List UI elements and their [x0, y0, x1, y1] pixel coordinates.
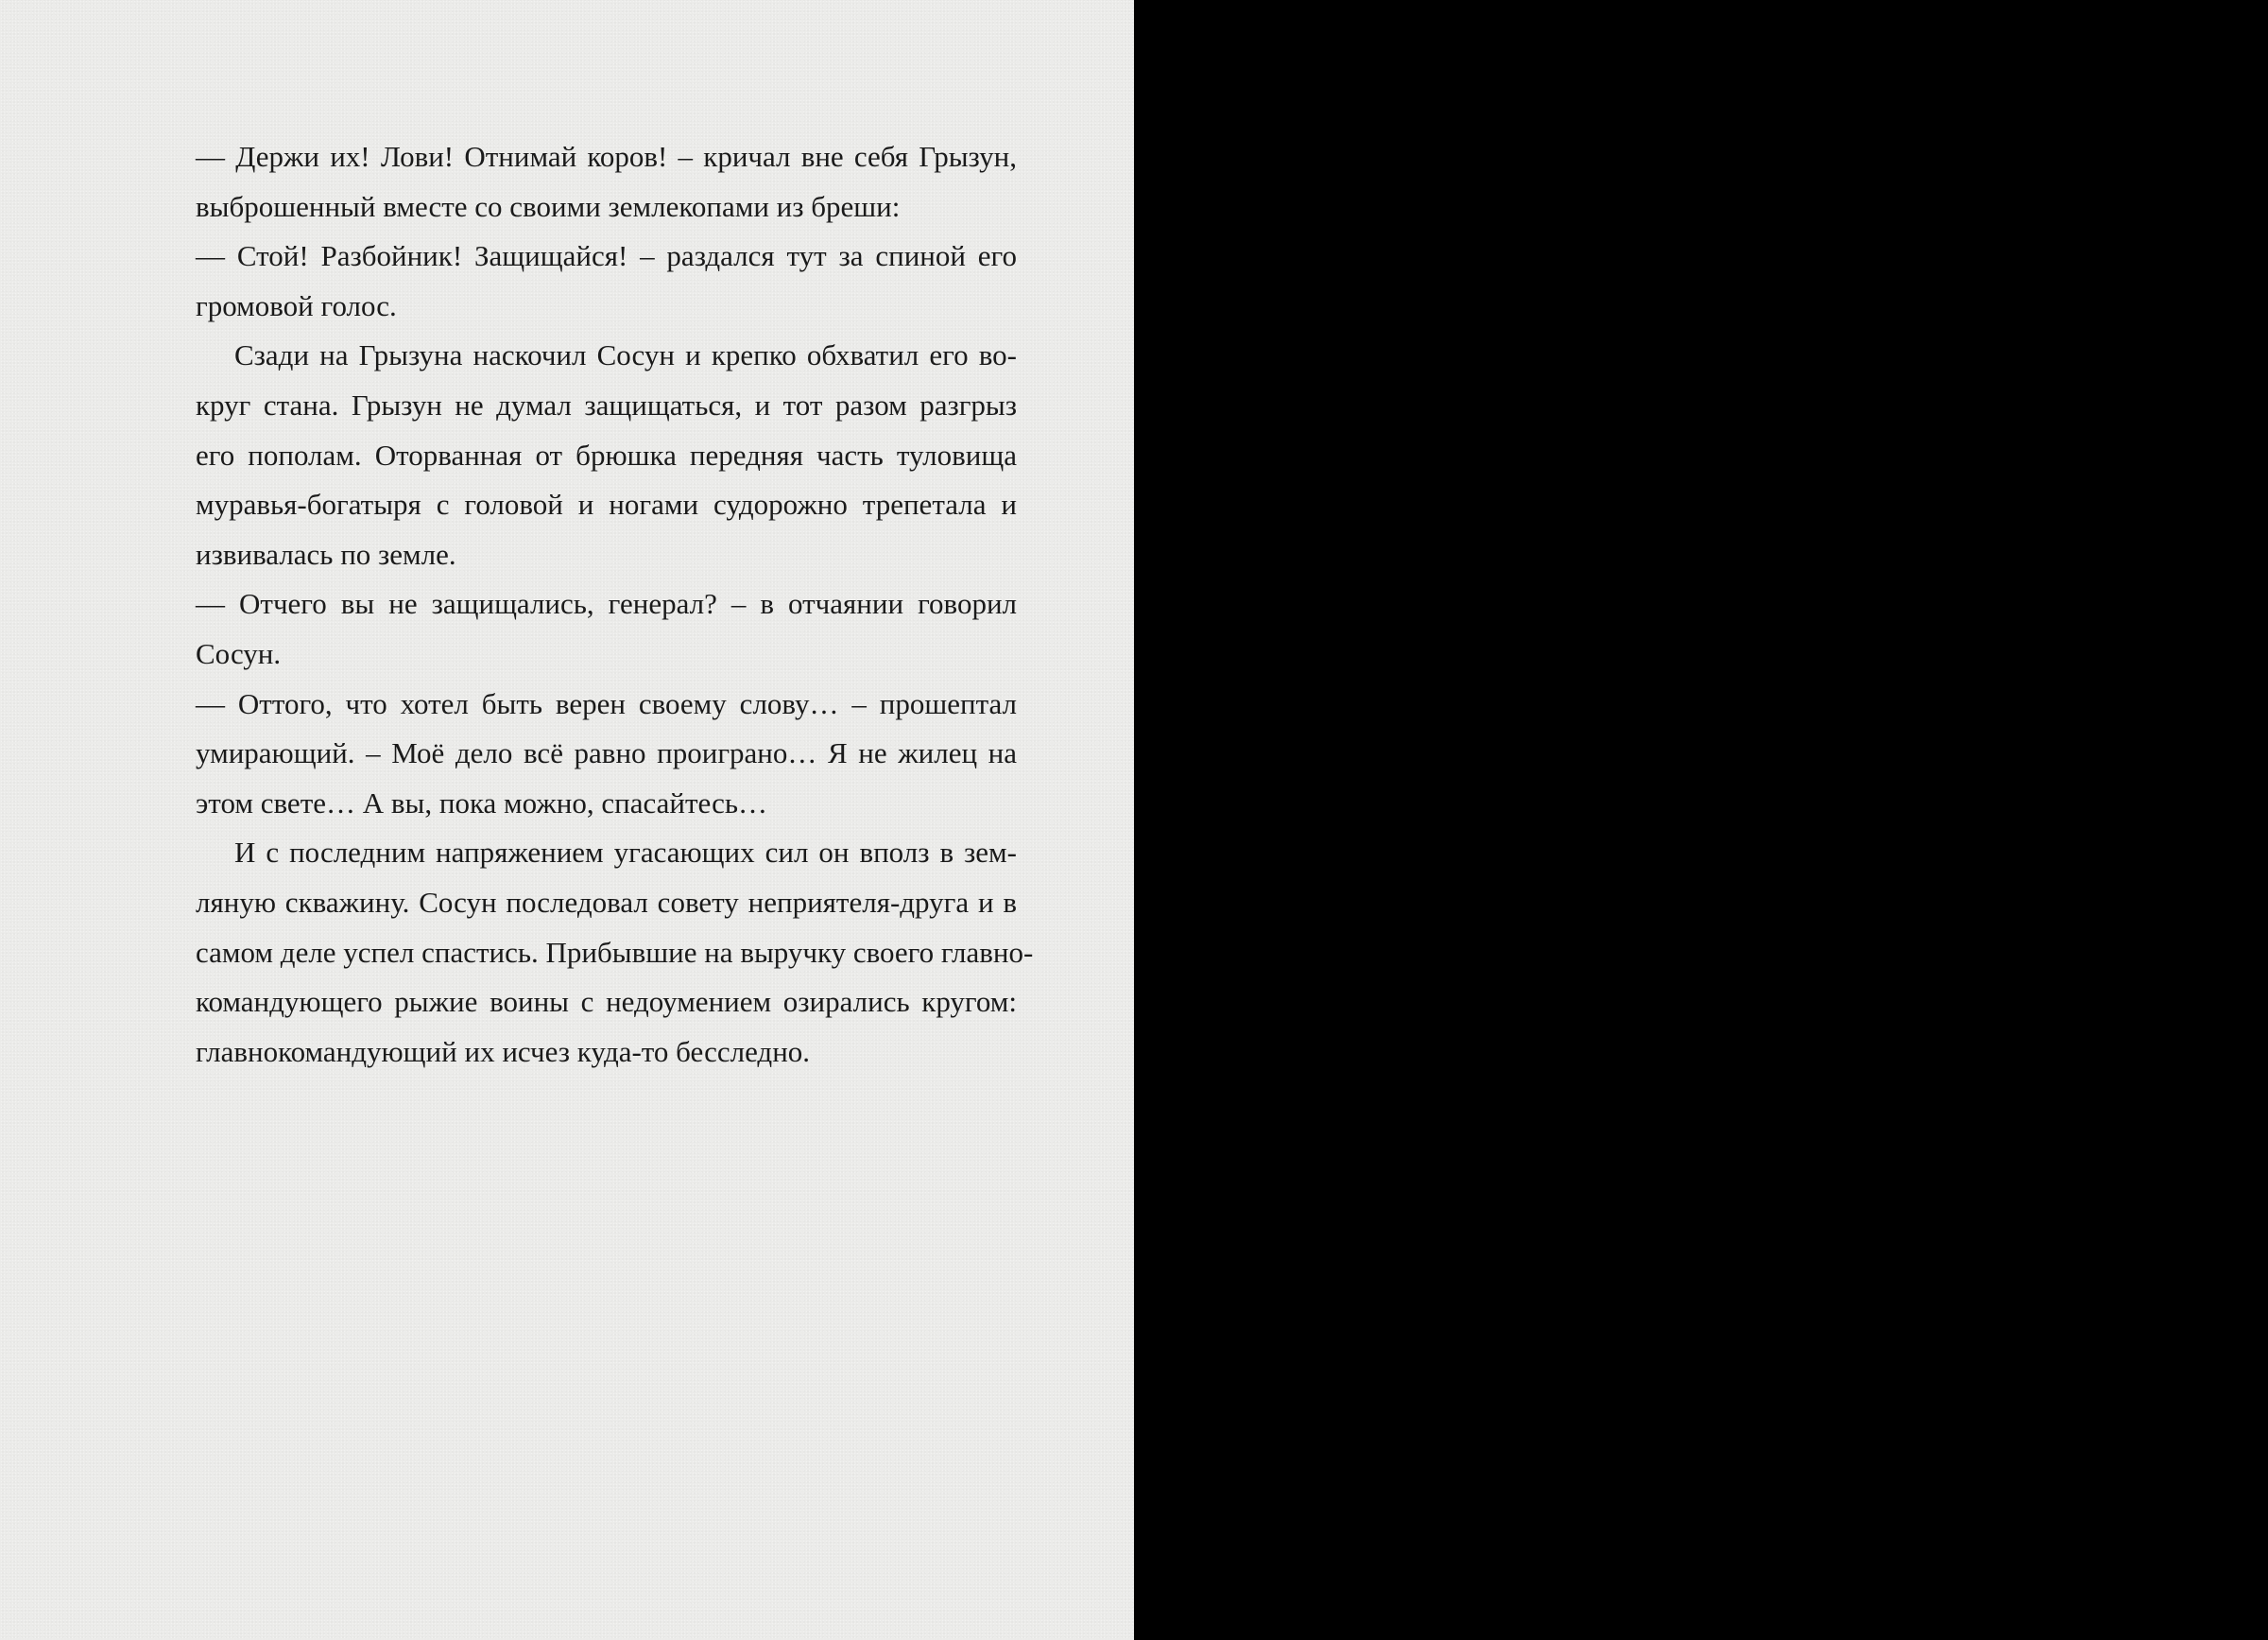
paragraph-4	[196, 579, 1017, 679]
text-line: этом свете… А вы, пока можно, спасайтесь…	[196, 785, 767, 820]
text-line: муравья-богатыря с головой и ногами судорожно трепетала и	[196, 488, 1017, 522]
text-line: — Держи их! Лови! Отнимай коров! – кричал вне себя Грызун,	[196, 140, 1017, 173]
text-line: — Отчего вы не защищались, генерал? – в отчаянии говорил	[196, 587, 1017, 621]
page-text	[196, 132, 1034, 1077]
text-line: главнокомандующий их исчез куда-то бесследно.	[196, 1034, 811, 1068]
text-line: — Стой! Разбойник! Защищайся! – раздался тут за спиной его	[196, 239, 1017, 273]
text-line: круг стана. Грызун не думал защищаться, и тот разом разгрыз	[196, 388, 1017, 422]
empty-right-area	[1134, 0, 2268, 1640]
paragraph-1	[196, 132, 1017, 232]
paragraph-2	[196, 232, 1017, 331]
text-line: громовой голос.	[196, 288, 397, 322]
text-line: командующего рыжие воины с недоумением озирались кругом:	[196, 985, 1017, 1019]
text-line: — Оттого, что хотел быть верен своему слову… – прошептал	[196, 686, 1017, 720]
paragraph-6	[196, 828, 1034, 1077]
paragraph-5	[196, 680, 1017, 829]
text-line: выброшенный вместе со своими землекопами из бреши:	[196, 189, 901, 223]
text-line: его пополам. Оторванная от брюшка передняя часть туловища	[196, 438, 1017, 472]
text-line: Сосун.	[196, 636, 282, 670]
paragraph-3	[196, 331, 1017, 579]
text-line: Сзади на Грызуна наскочил Сосун и крепко обхватил его во-	[234, 338, 1017, 372]
text-line: ляную скважину. Сосун последовал совету неприятеля-друга и в	[196, 885, 1017, 919]
text-line: самом деле успел спастись. Прибывшие на выручку своего главно-	[196, 935, 1034, 969]
text-line: извивалась по земле.	[196, 537, 456, 571]
text-line: И с последним напряжением угасающих сил он вполз в зем-	[234, 836, 1017, 870]
text-line: умирающий. – Моё дело всё равно проиграно… Я не жилец на	[196, 736, 1017, 770]
